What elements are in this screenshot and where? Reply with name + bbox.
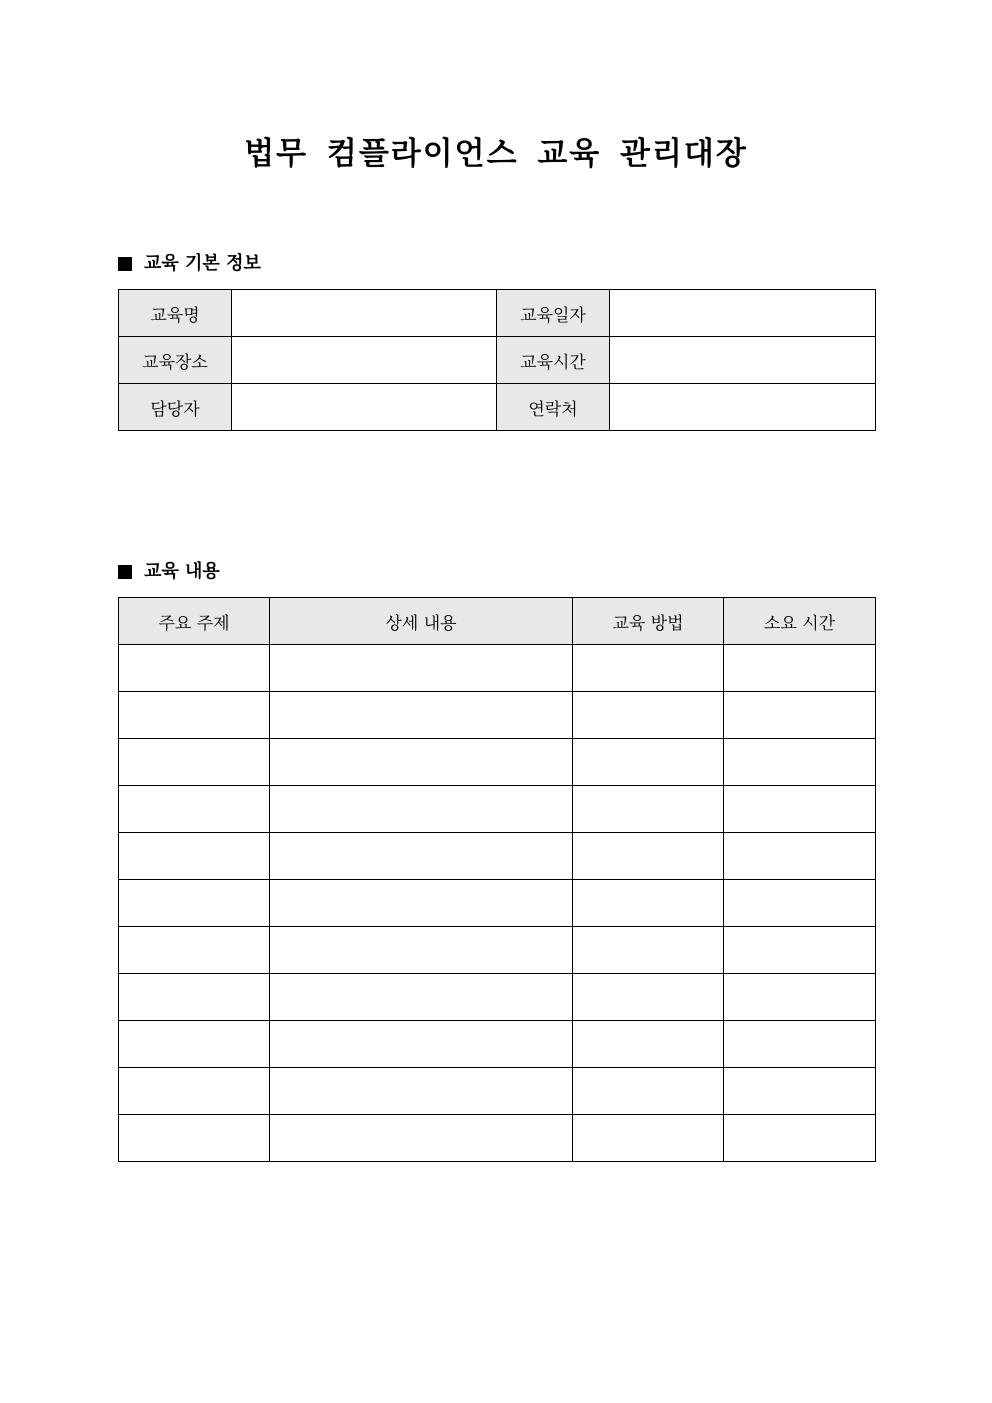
cell-detail[interactable] [270,927,573,974]
table-row [119,337,876,384]
cell-method[interactable] [573,1068,724,1115]
field-value-time[interactable] [610,337,876,384]
cell-topic[interactable] [119,974,270,1021]
section-heading-content [118,560,220,584]
basic-info-table [118,289,876,431]
cell-detail[interactable] [270,833,573,880]
course-content-table [118,597,876,1162]
cell-method[interactable] [573,927,724,974]
section-heading-basic-info [118,252,261,276]
table-row [119,1021,876,1068]
column-header-detail: 상세 내용 [270,598,573,645]
column-header-topic: 주요 주제 [119,598,270,645]
table-row [119,290,876,337]
cell-duration[interactable] [724,974,876,1021]
cell-duration[interactable] [724,645,876,692]
table-row [119,645,876,692]
table-row [119,384,876,431]
cell-method[interactable] [573,833,724,880]
cell-duration[interactable] [724,833,876,880]
cell-topic[interactable] [119,739,270,786]
cell-topic[interactable] [119,1021,270,1068]
cell-topic[interactable] [119,786,270,833]
cell-topic[interactable] [119,927,270,974]
cell-detail[interactable] [270,1068,573,1115]
cell-duration[interactable] [724,786,876,833]
cell-topic[interactable] [119,833,270,880]
table-row [119,927,876,974]
section-heading-label: 교육 기본 정보 [144,253,261,274]
cell-method[interactable] [573,974,724,1021]
cell-detail[interactable] [270,880,573,927]
cell-method[interactable] [573,692,724,739]
cell-detail[interactable] [270,645,573,692]
cell-method[interactable] [573,786,724,833]
field-value-course-name[interactable] [232,290,497,337]
cell-topic[interactable] [119,1068,270,1115]
cell-duration[interactable] [724,692,876,739]
cell-topic[interactable] [119,1115,270,1162]
cell-duration[interactable] [724,927,876,974]
field-value-contact[interactable] [610,384,876,431]
cell-topic[interactable] [119,692,270,739]
cell-method[interactable] [573,739,724,786]
cell-method[interactable] [573,645,724,692]
table-row [119,739,876,786]
table-header-row [119,598,876,645]
table-row [119,1068,876,1115]
field-value-location[interactable] [232,337,497,384]
field-label-time: 교육시간 [497,337,610,384]
field-label-manager: 담당자 [119,384,232,431]
table-row [119,974,876,1021]
table-row [119,833,876,880]
section-heading-label: 교육 내용 [144,561,220,582]
cell-method[interactable] [573,1021,724,1068]
field-value-manager[interactable] [232,384,497,431]
cell-duration[interactable] [724,1021,876,1068]
field-label-location: 교육장소 [119,337,232,384]
cell-method[interactable] [573,880,724,927]
cell-duration[interactable] [724,1115,876,1162]
table-row [119,1115,876,1162]
cell-duration[interactable] [724,739,876,786]
cell-detail[interactable] [270,786,573,833]
table-row [119,786,876,833]
field-value-course-date[interactable] [610,290,876,337]
column-header-method: 교육 방법 [573,598,724,645]
field-label-course-name: 교육명 [119,290,232,337]
cell-detail[interactable] [270,739,573,786]
cell-detail[interactable] [270,1115,573,1162]
black-square-icon [118,565,132,579]
table-row [119,880,876,927]
cell-detail[interactable] [270,974,573,1021]
cell-method[interactable] [573,1115,724,1162]
page-title: 법무 컴플라이언스 교육 관리대장 [244,136,748,172]
cell-detail[interactable] [270,1021,573,1068]
cell-duration[interactable] [724,880,876,927]
field-label-contact: 연락처 [497,384,610,431]
table-row [119,692,876,739]
field-label-course-date: 교육일자 [497,290,610,337]
cell-detail[interactable] [270,692,573,739]
black-square-icon [118,257,132,271]
cell-topic[interactable] [119,880,270,927]
column-header-duration: 소요 시간 [724,598,876,645]
cell-topic[interactable] [119,645,270,692]
cell-duration[interactable] [724,1068,876,1115]
